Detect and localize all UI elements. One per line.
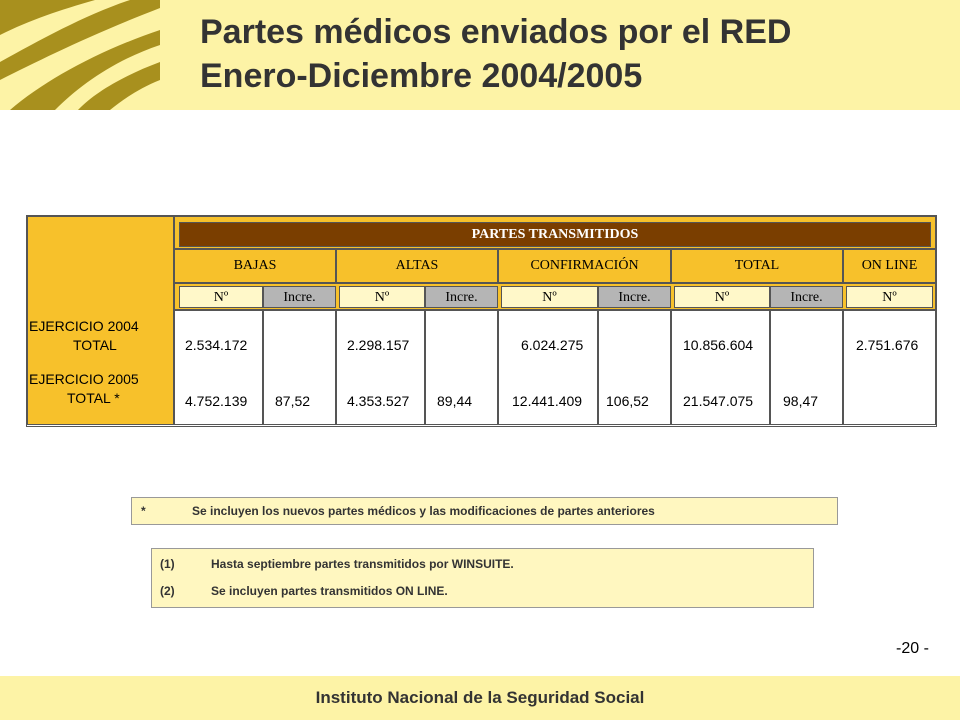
- cell-2005-bajas-n: 4.752.139: [185, 393, 248, 409]
- asterisk-note-mark: *: [141, 504, 146, 518]
- cell-2005-altas-incr: 89,44: [437, 393, 473, 409]
- cell-2004-bajas-n: 2.534.172: [185, 337, 248, 353]
- main-header-label: PARTES TRANSMITIDOS: [471, 227, 639, 242]
- logo: [0, 0, 160, 110]
- subheader-total-n: [674, 286, 770, 308]
- subheader-altas-incr: [425, 286, 498, 308]
- page-number: -20 -: [896, 640, 929, 657]
- footer-band: [0, 676, 960, 720]
- subheader-altas-n: [339, 286, 425, 308]
- group-header-total-label: TOTAL: [734, 258, 780, 273]
- subheader-bajas-incr-label: Incre.: [283, 290, 316, 305]
- data-table: [26, 215, 937, 427]
- cell-2004-conf-n: 6.024.275: [521, 337, 584, 353]
- subheader-altas-n-label: Nº: [374, 290, 390, 305]
- page-title: [200, 10, 791, 98]
- subheader-altas-incr-label: Incre.: [445, 290, 478, 305]
- subheader-bajas-n-label: Nº: [213, 290, 229, 305]
- footnote-2-mark: (2): [160, 584, 175, 598]
- main-header: [179, 222, 931, 247]
- subheader-conf-incr-label: Incre.: [618, 290, 651, 305]
- cell-2005-altas-n: 4.353.527: [347, 393, 410, 409]
- footer-institution: Instituto Nacional de la Seguridad Social: [315, 688, 645, 707]
- cell-2005-conf-n: 12.441.409: [512, 393, 583, 409]
- subheader-bajas-n: [179, 286, 263, 308]
- cell-2004-altas-n: 2.298.157: [347, 337, 410, 353]
- cell-2005-bajas-incr: 87,52: [275, 393, 311, 409]
- footnote-1-text: Hasta septiembre partes transmitidos por WINSUITE.: [211, 557, 514, 571]
- subheader-online-n-label: Nº: [882, 290, 897, 305]
- cell-2005-total-incr: 98,47: [783, 393, 819, 409]
- cell-2005-total-n: 21.547.075: [683, 393, 754, 409]
- group-header-bajas-label: BAJAS: [233, 258, 277, 273]
- group-header-online: [843, 249, 936, 283]
- group-header-bajas: [174, 249, 336, 283]
- footnote-1-mark: (1): [160, 557, 175, 571]
- subheader-online-n: [846, 286, 933, 308]
- cell-2005-conf-incr: 106,52: [606, 393, 649, 409]
- row-2004-label-1: EJERCICIO 2004: [29, 318, 139, 334]
- subheader-conf-n: [501, 286, 598, 308]
- group-header-confirmacion: [498, 249, 671, 283]
- logo-mark-icon: [0, 0, 160, 110]
- subheader-conf-n-label: Nº: [542, 290, 557, 305]
- group-header-altas-label: ALTAS: [395, 258, 439, 273]
- footnote-2-text: Se incluyen partes transmitidos ON LINE.: [211, 584, 448, 598]
- group-header-total: [671, 249, 843, 283]
- footnotes-box: [151, 548, 814, 608]
- row-2005-label-2: TOTAL *: [67, 390, 120, 406]
- title-line-1: Partes médicos enviados por el RED: [200, 13, 792, 51]
- asterisk-note-text: Se incluyen los nuevos partes médicos y las modificaciones de partes anteriores: [192, 504, 655, 518]
- group-header-confirmacion-label: CONFIRMACIÓN: [530, 258, 639, 273]
- group-header-altas: [336, 249, 498, 283]
- row-2005-label-1: EJERCICIO 2005: [29, 371, 139, 387]
- subheader-conf-incr: [598, 286, 671, 308]
- title-line-2: Enero-Diciembre 2004/2005: [200, 57, 643, 95]
- subheader-total-incr: [770, 286, 843, 308]
- col-online-n: [843, 310, 936, 425]
- asterisk-note: [131, 497, 838, 525]
- subheader-total-incr-label: Incre.: [790, 290, 823, 305]
- row-2004-label-2: TOTAL: [73, 337, 117, 353]
- group-header-online-label: ON LINE: [861, 258, 918, 273]
- subheader-bajas-incr: [263, 286, 336, 308]
- cell-2004-online-n: 2.751.676: [856, 337, 919, 353]
- subheader-total-n-label: Nº: [714, 290, 730, 305]
- cell-2004-total-n: 10.856.604: [683, 337, 754, 353]
